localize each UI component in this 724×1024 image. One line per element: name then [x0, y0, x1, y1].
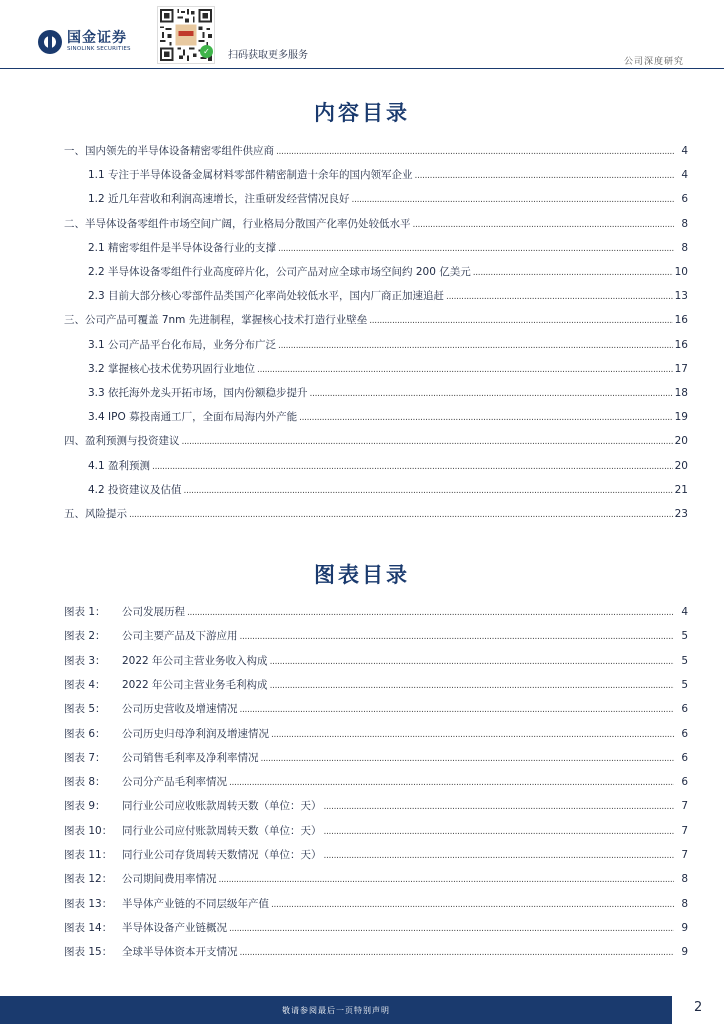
- toc-leader-dots: [310, 389, 673, 399]
- wechat-mini-program-icon: ✓: [200, 45, 213, 58]
- toc-entry-label: 2.2 半导体设备零组件行业高度碎片化，公司产品对应全球市场空间约 200 亿美元: [88, 266, 471, 278]
- toc-entry-label: 四、盈利预测与投资建议: [64, 435, 180, 448]
- toc-entry-page: 21: [674, 483, 688, 496]
- figure-page: 6: [681, 751, 688, 764]
- figure-list-title: 图表目录: [314, 563, 410, 587]
- toc-leader-dots: [473, 268, 673, 278]
- toc-entry-label: 2.3 目前大部分核心零部件品类国产化率尚处较低水平，国内厂商正加速追赶: [88, 290, 445, 303]
- figure-number: 图表 3：: [64, 654, 106, 667]
- toc-section-entry[interactable]: [88, 240, 688, 256]
- figure-title: 同行业公司应付账款周转天数（单位：天）: [122, 824, 322, 837]
- page-number: 2: [694, 1000, 703, 1015]
- toc-section-entry[interactable]: [88, 264, 688, 280]
- toc-section-entry[interactable]: [88, 337, 688, 353]
- toc-entry-page: 10: [674, 266, 688, 278]
- figure-number: 图表 6：: [64, 727, 106, 740]
- figure-list-entry[interactable]: [64, 944, 688, 960]
- figure-list-entry[interactable]: [64, 774, 688, 790]
- figure-list-entry[interactable]: [64, 896, 688, 912]
- toc-entry-label: 4.1 盈利预测: [88, 459, 151, 472]
- page-header: [0, 0, 724, 70]
- toc-entry-label: 3.1 公司产品平台化布局，业务分布广泛: [88, 338, 277, 351]
- toc-entry-label: 3.4 IPO 募投南通工厂，全面布局海内外产能: [88, 411, 298, 424]
- figure-leader-dots: [187, 608, 674, 618]
- toc-entry-page: 23: [674, 508, 688, 520]
- figure-number: 图表 15：: [64, 946, 113, 959]
- report-type-label: 公司深度研究: [623, 57, 684, 67]
- toc-entry-label: 3.2 掌握核心技术优势巩固行业地位: [88, 362, 256, 375]
- figure-leader-dots: [229, 924, 674, 934]
- toc-section-entry[interactable]: [88, 288, 688, 304]
- toc-leader-dots: [446, 292, 673, 302]
- toc-chapter-entry[interactable]: [64, 506, 688, 522]
- figure-leader-dots: [271, 730, 674, 740]
- figure-title: 公司期间费用率情况: [122, 873, 217, 886]
- toc-entry-label: 五、风险提示: [64, 508, 127, 520]
- header-divider: [0, 68, 724, 69]
- footer-disclaimer: 敬请参阅最后一页特别声明: [282, 1006, 390, 1015]
- figure-page: 7: [681, 824, 688, 837]
- figure-number: 图表 10：: [64, 824, 113, 837]
- toc-entry-page: 18: [674, 387, 688, 399]
- toc-leader-dots: [184, 486, 673, 496]
- figure-list-entry[interactable]: [64, 750, 688, 766]
- figure-page: 8: [681, 897, 688, 910]
- toc-chapter-entry[interactable]: [64, 433, 688, 449]
- sinolink-logo-icon: [38, 30, 62, 54]
- toc-leader-dots: [413, 220, 675, 230]
- figure-title: 公司销售毛利率及净利率情况: [122, 751, 259, 764]
- figure-title: 半导体设备产业链概况: [122, 921, 227, 934]
- toc-entry-label: 1.1 专注于半导体设备金属材料零部件精密制造十余年的国内领军企业: [88, 169, 413, 182]
- toc-entry-page: 4: [681, 145, 688, 157]
- figure-leader-dots: [261, 754, 675, 764]
- figure-list-entry[interactable]: [64, 847, 688, 863]
- sinolink-logo: [38, 28, 148, 56]
- figure-page: 5: [681, 654, 688, 667]
- figure-number: 图表 5：: [64, 703, 106, 716]
- figure-number: 图表 1：: [64, 606, 106, 618]
- toc-entry-page: 20: [674, 435, 688, 448]
- figure-leader-dots: [240, 632, 675, 642]
- toc-leader-dots: [299, 413, 673, 423]
- figure-page: 7: [681, 849, 688, 861]
- figure-number: 图表 4：: [64, 678, 106, 691]
- toc-entry-page: 6: [681, 193, 688, 206]
- toc-entry-page: 8: [681, 217, 688, 230]
- figure-number: 图表 13：: [64, 897, 113, 910]
- figure-number: 图表 14：: [64, 921, 113, 934]
- toc-section-entry[interactable]: [88, 482, 688, 498]
- figure-list-entry[interactable]: [64, 823, 688, 839]
- logo-english-name: SINOLINK SECURITIES: [67, 46, 131, 53]
- toc-section-entry[interactable]: [88, 361, 688, 377]
- figure-page: 8: [681, 873, 688, 886]
- figure-list-entry[interactable]: [64, 677, 688, 693]
- figure-page: 5: [681, 630, 688, 643]
- toc-entry-label: 3.3 依托海外龙头开拓市场，国内份额稳步提升: [88, 387, 308, 399]
- toc-leader-dots: [352, 195, 674, 205]
- toc-leader-dots: [182, 437, 673, 447]
- figure-list-entry[interactable]: [64, 871, 688, 887]
- figure-number: 图表 7：: [64, 751, 106, 764]
- toc-entry-label: 1.2 近几年营收和利润高速增长，注重研发经营情况良好: [88, 193, 350, 206]
- figure-leader-dots: [229, 778, 674, 788]
- figure-page: 6: [681, 776, 688, 789]
- toc-leader-dots: [415, 171, 674, 181]
- figure-list-entry[interactable]: [64, 653, 688, 669]
- toc-chapter-entry[interactable]: [64, 143, 688, 159]
- figure-page: 5: [681, 678, 688, 691]
- figure-title: 同行业公司存货周转天数情况（单位：天）: [122, 849, 322, 861]
- toc-chapter-entry[interactable]: [64, 312, 688, 328]
- toc-entry-page: 16: [674, 338, 688, 351]
- toc-section-entry[interactable]: [88, 458, 688, 474]
- figure-list-entry[interactable]: [64, 604, 688, 620]
- figure-leader-dots: [271, 900, 674, 910]
- figure-list-entry[interactable]: [64, 798, 688, 814]
- figure-page: 9: [681, 921, 688, 934]
- figure-title: 公司历史归母净利润及增速情况: [122, 727, 269, 740]
- figure-list-entry[interactable]: [64, 726, 688, 742]
- figure-leader-dots: [324, 827, 675, 837]
- toc-entry-page: 13: [674, 290, 688, 303]
- toc-entry-page: 17: [674, 362, 688, 375]
- toc-entry-label: 2.1 精密零组件是半导体设备行业的支撑: [88, 241, 277, 254]
- toc-section-entry[interactable]: [88, 385, 688, 401]
- figure-page: 9: [681, 946, 688, 959]
- toc-section-entry[interactable]: [88, 167, 688, 183]
- toc-section-entry[interactable]: [88, 409, 688, 425]
- figure-page: 6: [681, 703, 688, 716]
- scan-for-services-text: 扫码获取更多服务: [228, 50, 308, 61]
- toc-entry-page: 8: [681, 241, 688, 254]
- figure-title: 2022 年公司主营业务毛利构成: [122, 678, 268, 691]
- figure-leader-dots: [270, 681, 674, 691]
- figure-leader-dots: [324, 802, 675, 812]
- toc-entry-page: 19: [674, 411, 688, 424]
- figure-list-entry[interactable]: [64, 920, 688, 936]
- figure-number: 图表 12：: [64, 873, 113, 886]
- toc-leader-dots: [276, 147, 674, 157]
- toc-leader-dots: [278, 341, 673, 351]
- figure-leader-dots: [219, 875, 675, 885]
- figure-list-entry[interactable]: [64, 701, 688, 717]
- figure-leader-dots: [240, 948, 675, 958]
- figure-number: 图表 9：: [64, 800, 106, 813]
- figure-leader-dots: [240, 705, 675, 715]
- toc-leader-dots: [278, 244, 674, 254]
- toc-entry-label: 一、国内领先的半导体设备精密零组件供应商: [64, 145, 274, 157]
- toc-entry-page: 4: [681, 169, 688, 182]
- toc-entry-label: 4.2 投资建议及估值: [88, 483, 182, 496]
- figure-leader-dots: [324, 851, 675, 861]
- toc-section-entry[interactable]: [88, 191, 688, 207]
- figure-title: 全球半导体资本开支情况: [122, 946, 238, 959]
- figure-number: 图表 2：: [64, 630, 106, 643]
- figure-title: 公司主要产品及下游应用: [122, 630, 238, 643]
- figure-title: 公司分产品毛利率情况: [122, 776, 227, 789]
- toc-entry-label: 三、公司产品可覆盖 7nm 先进制程，掌握核心技术打造行业壁垒: [64, 314, 368, 327]
- toc-chapter-entry[interactable]: [64, 216, 688, 232]
- figure-title: 公司历史营收及增速情况: [122, 703, 238, 716]
- figure-page: 4: [681, 606, 688, 618]
- figure-leader-dots: [270, 657, 674, 667]
- toc-leader-dots: [152, 462, 673, 472]
- figure-number: 图表 8：: [64, 776, 106, 789]
- figure-page: 7: [681, 800, 688, 813]
- figure-title: 公司发展历程: [122, 606, 185, 618]
- figure-title: 同行业公司应收账款周转天数（单位：天）: [122, 800, 322, 813]
- toc-leader-dots: [129, 510, 673, 520]
- toc-leader-dots: [257, 365, 673, 375]
- toc-entry-label: 二、半导体设备零组件市场空间广阔，行业格局分散国产化率仍处较低水平: [64, 217, 411, 230]
- logo-chinese-name: 国金证券: [67, 30, 127, 47]
- figure-title: 半导体产业链的不同层级年产值: [122, 897, 269, 910]
- figure-page: 6: [681, 727, 688, 740]
- toc-entry-page: 16: [674, 314, 688, 327]
- figure-number: 图表 11：: [64, 849, 113, 861]
- figure-title: 2022 年公司主营业务收入构成: [122, 654, 268, 667]
- figure-list-entry[interactable]: [64, 628, 688, 644]
- toc-title: 内容目录: [314, 101, 410, 125]
- toc-leader-dots: [369, 316, 672, 326]
- toc-entry-page: 20: [674, 459, 688, 472]
